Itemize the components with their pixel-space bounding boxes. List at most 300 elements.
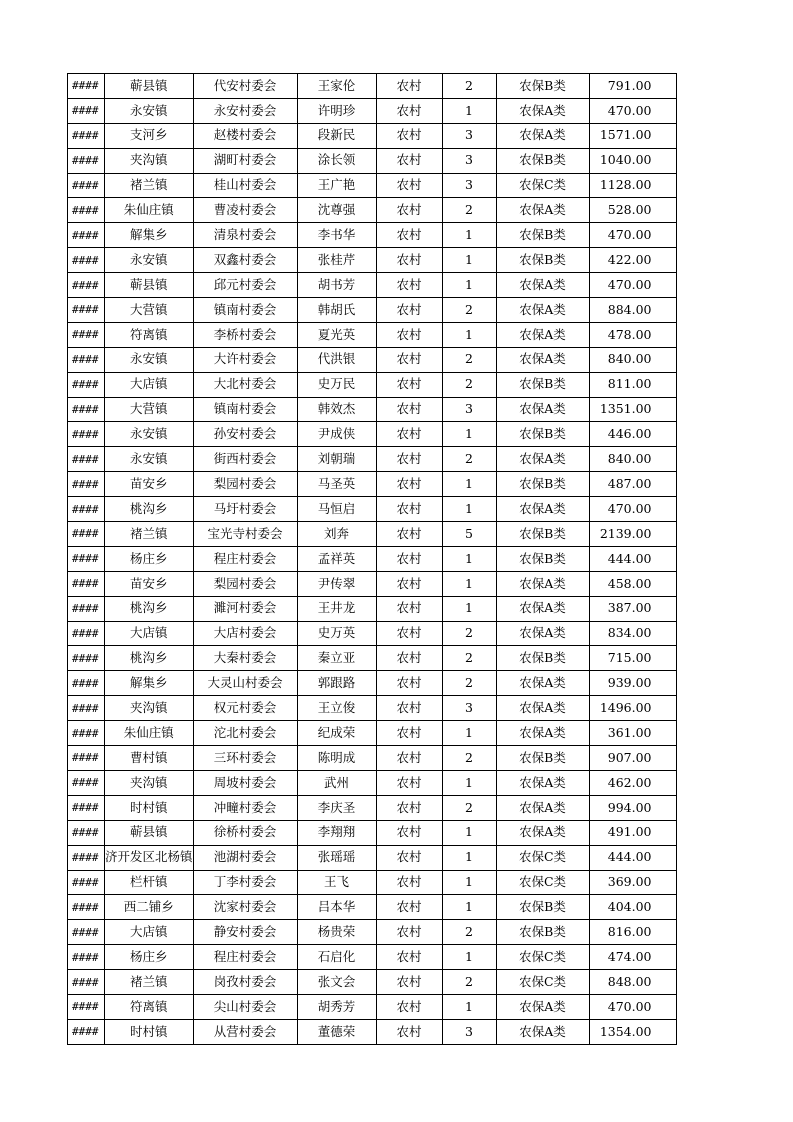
amount-cell: 446.00: [589, 422, 676, 447]
amount-cell: 470.00: [589, 497, 676, 522]
person-name-cell: 李书华: [297, 223, 376, 248]
insurance-category-cell: 农保A类: [496, 696, 589, 721]
insurance-category-cell: 农保A类: [496, 795, 589, 820]
member-count-cell: 1: [442, 273, 496, 298]
household-type-cell: 农村: [376, 422, 442, 447]
town-cell: 杨庄乡: [105, 945, 194, 970]
town-cell: 夹沟镇: [105, 696, 194, 721]
amount-cell: 834.00: [589, 621, 676, 646]
village-cell: 大店村委会: [193, 621, 297, 646]
town-cell: 解集乡: [105, 671, 194, 696]
member-count-cell: 3: [442, 696, 496, 721]
village-cell: 湖町村委会: [193, 148, 297, 173]
town-cell: 大营镇: [105, 298, 194, 323]
amount-cell: 474.00: [589, 945, 676, 970]
amount-cell: 1354.00: [589, 1019, 676, 1044]
insurance-category-cell: 农保B类: [496, 148, 589, 173]
member-count-cell: 1: [442, 322, 496, 347]
insurance-category-cell: 农保A类: [496, 571, 589, 596]
town-cell: 褚兰镇: [105, 173, 194, 198]
person-name-cell: 张桂芹: [297, 248, 376, 273]
row-id-cell: ####: [68, 671, 105, 696]
village-cell: 代安村委会: [193, 74, 297, 99]
row-id-cell: ####: [68, 870, 105, 895]
household-type-cell: 农村: [376, 1019, 442, 1044]
household-type-cell: 农村: [376, 522, 442, 547]
household-type-cell: 农村: [376, 721, 442, 746]
member-count-cell: 2: [442, 646, 496, 671]
insurance-category-cell: 农保B类: [496, 546, 589, 571]
household-type-cell: 农村: [376, 746, 442, 771]
village-cell: 濉河村委会: [193, 596, 297, 621]
table-row: [68, 994, 677, 1019]
member-count-cell: 3: [442, 1019, 496, 1044]
amount-cell: 422.00: [589, 248, 676, 273]
village-cell: 街西村委会: [193, 447, 297, 472]
insurance-category-cell: 农保A类: [496, 671, 589, 696]
member-count-cell: 2: [442, 198, 496, 223]
amount-cell: 1040.00: [589, 148, 676, 173]
person-name-cell: 刘奔: [297, 522, 376, 547]
table-row: [68, 920, 677, 945]
town-cell: 济开发区北杨镇: [105, 845, 194, 870]
row-id-cell: ####: [68, 696, 105, 721]
household-type-cell: 农村: [376, 646, 442, 671]
row-id-cell: ####: [68, 522, 105, 547]
table-row: [68, 347, 677, 372]
insurance-category-cell: 农保A类: [496, 198, 589, 223]
household-type-cell: 农村: [376, 497, 442, 522]
household-type-cell: 农村: [376, 970, 442, 995]
table-row: [68, 397, 677, 422]
member-count-cell: 2: [442, 920, 496, 945]
village-cell: 大许村委会: [193, 347, 297, 372]
row-id-cell: ####: [68, 497, 105, 522]
town-cell: 蕲县镇: [105, 820, 194, 845]
town-cell: 符离镇: [105, 994, 194, 1019]
table-row: [68, 522, 677, 547]
row-id-cell: ####: [68, 721, 105, 746]
amount-cell: 1571.00: [589, 123, 676, 148]
member-count-cell: 2: [442, 746, 496, 771]
member-count-cell: 1: [442, 721, 496, 746]
row-id-cell: ####: [68, 173, 105, 198]
table-row: [68, 621, 677, 646]
household-type-cell: 农村: [376, 845, 442, 870]
insurance-category-cell: 农保A类: [496, 322, 589, 347]
amount-cell: 1351.00: [589, 397, 676, 422]
person-name-cell: 石启化: [297, 945, 376, 970]
table-row: [68, 820, 677, 845]
household-type-cell: 农村: [376, 945, 442, 970]
household-type-cell: 农村: [376, 671, 442, 696]
row-id-cell: ####: [68, 422, 105, 447]
household-type-cell: 农村: [376, 472, 442, 497]
village-cell: 程庄村委会: [193, 546, 297, 571]
table-row: [68, 372, 677, 397]
village-cell: 邱元村委会: [193, 273, 297, 298]
table-row: [68, 422, 677, 447]
table-row: [68, 895, 677, 920]
village-cell: 丁李村委会: [193, 870, 297, 895]
insurance-category-cell: 农保A类: [496, 621, 589, 646]
person-name-cell: 张瑶瑶: [297, 845, 376, 870]
row-id-cell: ####: [68, 223, 105, 248]
household-type-cell: 农村: [376, 273, 442, 298]
town-cell: 时村镇: [105, 795, 194, 820]
row-id-cell: ####: [68, 1019, 105, 1044]
amount-cell: 528.00: [589, 198, 676, 223]
insurance-category-cell: 农保A类: [496, 721, 589, 746]
village-cell: 权元村委会: [193, 696, 297, 721]
member-count-cell: 1: [442, 845, 496, 870]
member-count-cell: 2: [442, 621, 496, 646]
household-type-cell: 农村: [376, 347, 442, 372]
insurance-category-cell: 农保A类: [496, 770, 589, 795]
table-row: [68, 870, 677, 895]
town-cell: 大店镇: [105, 621, 194, 646]
table-row: [68, 671, 677, 696]
person-name-cell: 史万民: [297, 372, 376, 397]
person-name-cell: 秦立亚: [297, 646, 376, 671]
village-cell: 沱北村委会: [193, 721, 297, 746]
person-name-cell: 许明珍: [297, 98, 376, 123]
amount-cell: 444.00: [589, 845, 676, 870]
household-type-cell: 农村: [376, 173, 442, 198]
amount-cell: 491.00: [589, 820, 676, 845]
row-id-cell: ####: [68, 621, 105, 646]
member-count-cell: 2: [442, 74, 496, 99]
household-type-cell: 农村: [376, 994, 442, 1019]
amount-cell: 470.00: [589, 994, 676, 1019]
household-type-cell: 农村: [376, 920, 442, 945]
member-count-cell: 2: [442, 347, 496, 372]
village-cell: 三环村委会: [193, 746, 297, 771]
person-name-cell: 史万英: [297, 621, 376, 646]
town-cell: 蕲县镇: [105, 74, 194, 99]
amount-cell: 994.00: [589, 795, 676, 820]
amount-cell: 840.00: [589, 447, 676, 472]
village-cell: 冲疃村委会: [193, 795, 297, 820]
row-id-cell: ####: [68, 472, 105, 497]
member-count-cell: 2: [442, 795, 496, 820]
village-cell: 静安村委会: [193, 920, 297, 945]
amount-cell: 369.00: [589, 870, 676, 895]
person-name-cell: 尹成侠: [297, 422, 376, 447]
member-count-cell: 1: [442, 546, 496, 571]
table-row: [68, 721, 677, 746]
member-count-cell: 1: [442, 472, 496, 497]
table-row: [68, 795, 677, 820]
person-name-cell: 胡秀芳: [297, 994, 376, 1019]
town-cell: 大店镇: [105, 920, 194, 945]
town-cell: 解集乡: [105, 223, 194, 248]
amount-cell: 791.00: [589, 74, 676, 99]
person-name-cell: 韩胡氏: [297, 298, 376, 323]
person-name-cell: 夏光英: [297, 322, 376, 347]
town-cell: 永安镇: [105, 248, 194, 273]
household-type-cell: 农村: [376, 621, 442, 646]
person-name-cell: 纪成荣: [297, 721, 376, 746]
town-cell: 大营镇: [105, 397, 194, 422]
insurance-category-cell: 农保A类: [496, 298, 589, 323]
town-cell: 支河乡: [105, 123, 194, 148]
household-type-cell: 农村: [376, 372, 442, 397]
person-name-cell: 韩效杰: [297, 397, 376, 422]
person-name-cell: 杨贵荣: [297, 920, 376, 945]
table-row: [68, 770, 677, 795]
village-cell: 孙安村委会: [193, 422, 297, 447]
table-row: [68, 571, 677, 596]
person-name-cell: 王飞: [297, 870, 376, 895]
insurance-category-cell: 农保C类: [496, 173, 589, 198]
person-name-cell: 武州: [297, 770, 376, 795]
person-name-cell: 王广艳: [297, 173, 376, 198]
amount-cell: 458.00: [589, 571, 676, 596]
table-row: [68, 970, 677, 995]
person-name-cell: 沈尊强: [297, 198, 376, 223]
town-cell: 蕲县镇: [105, 273, 194, 298]
member-count-cell: 1: [442, 895, 496, 920]
person-name-cell: 陈明成: [297, 746, 376, 771]
household-type-cell: 农村: [376, 397, 442, 422]
table-row: [68, 945, 677, 970]
row-id-cell: ####: [68, 895, 105, 920]
insurance-category-cell: 农保C类: [496, 945, 589, 970]
row-id-cell: ####: [68, 248, 105, 273]
household-type-cell: 农村: [376, 198, 442, 223]
household-type-cell: 农村: [376, 447, 442, 472]
person-name-cell: 王家伦: [297, 74, 376, 99]
village-cell: 大秦村委会: [193, 646, 297, 671]
insurance-category-cell: 农保B类: [496, 74, 589, 99]
insurance-category-cell: 农保B类: [496, 472, 589, 497]
member-count-cell: 3: [442, 173, 496, 198]
table-row: [68, 472, 677, 497]
row-id-cell: ####: [68, 198, 105, 223]
town-cell: 苗安乡: [105, 472, 194, 497]
member-count-cell: 1: [442, 248, 496, 273]
insurance-category-cell: 农保A类: [496, 273, 589, 298]
household-type-cell: 农村: [376, 820, 442, 845]
household-type-cell: 农村: [376, 546, 442, 571]
person-name-cell: 张文会: [297, 970, 376, 995]
village-cell: 曹凌村委会: [193, 198, 297, 223]
town-cell: 桃沟乡: [105, 596, 194, 621]
town-cell: 苗安乡: [105, 571, 194, 596]
village-cell: 尖山村委会: [193, 994, 297, 1019]
town-cell: 永安镇: [105, 98, 194, 123]
village-cell: 从营村委会: [193, 1019, 297, 1044]
table-row: [68, 1019, 677, 1044]
household-type-cell: 农村: [376, 248, 442, 273]
member-count-cell: 1: [442, 770, 496, 795]
amount-cell: 816.00: [589, 920, 676, 945]
town-cell: 符离镇: [105, 322, 194, 347]
table-row: [68, 546, 677, 571]
insurance-category-cell: 农保A类: [496, 994, 589, 1019]
member-count-cell: 1: [442, 945, 496, 970]
amount-cell: 478.00: [589, 322, 676, 347]
table-row: [68, 198, 677, 223]
member-count-cell: 2: [442, 671, 496, 696]
village-cell: 桂山村委会: [193, 173, 297, 198]
member-count-cell: 1: [442, 223, 496, 248]
town-cell: 杨庄乡: [105, 546, 194, 571]
person-name-cell: 尹传翠: [297, 571, 376, 596]
insurance-category-cell: 农保C类: [496, 970, 589, 995]
household-type-cell: 农村: [376, 795, 442, 820]
town-cell: 西二铺乡: [105, 895, 194, 920]
town-cell: 永安镇: [105, 422, 194, 447]
table-row: [68, 98, 677, 123]
person-name-cell: 王井龙: [297, 596, 376, 621]
village-cell: 李桥村委会: [193, 322, 297, 347]
town-cell: 曹村镇: [105, 746, 194, 771]
insurance-category-cell: 农保A类: [496, 397, 589, 422]
table-row: [68, 298, 677, 323]
village-cell: 镇南村委会: [193, 298, 297, 323]
member-count-cell: 1: [442, 571, 496, 596]
village-cell: 程庄村委会: [193, 945, 297, 970]
relief-roster-table: [67, 73, 677, 1045]
table-row: [68, 223, 677, 248]
amount-cell: 840.00: [589, 347, 676, 372]
table-row: [68, 273, 677, 298]
member-count-cell: 3: [442, 148, 496, 173]
member-count-cell: 2: [442, 298, 496, 323]
row-id-cell: ####: [68, 994, 105, 1019]
row-id-cell: ####: [68, 397, 105, 422]
person-name-cell: 王立俊: [297, 696, 376, 721]
insurance-category-cell: 农保C类: [496, 870, 589, 895]
person-name-cell: 李庆圣: [297, 795, 376, 820]
town-cell: 褚兰镇: [105, 522, 194, 547]
village-cell: 梨园村委会: [193, 571, 297, 596]
household-type-cell: 农村: [376, 571, 442, 596]
village-cell: 马圩村委会: [193, 497, 297, 522]
household-type-cell: 农村: [376, 895, 442, 920]
table-body: [68, 74, 677, 1045]
insurance-category-cell: 农保A类: [496, 447, 589, 472]
amount-cell: 1128.00: [589, 173, 676, 198]
member-count-cell: 1: [442, 870, 496, 895]
village-cell: 岗孜村委会: [193, 970, 297, 995]
insurance-category-cell: 农保B类: [496, 372, 589, 397]
person-name-cell: 孟祥英: [297, 546, 376, 571]
table-row: [68, 123, 677, 148]
person-name-cell: 代洪银: [297, 347, 376, 372]
household-type-cell: 农村: [376, 123, 442, 148]
row-id-cell: ####: [68, 148, 105, 173]
table-row: [68, 746, 677, 771]
table-row: [68, 322, 677, 347]
member-count-cell: 1: [442, 596, 496, 621]
row-id-cell: ####: [68, 596, 105, 621]
member-count-cell: 2: [442, 447, 496, 472]
household-type-cell: 农村: [376, 98, 442, 123]
village-cell: 周坡村委会: [193, 770, 297, 795]
row-id-cell: ####: [68, 273, 105, 298]
person-name-cell: 马恒启: [297, 497, 376, 522]
row-id-cell: ####: [68, 98, 105, 123]
village-cell: 宝光寺村委会: [193, 522, 297, 547]
amount-cell: 848.00: [589, 970, 676, 995]
table-row: [68, 148, 677, 173]
village-cell: 梨园村委会: [193, 472, 297, 497]
amount-cell: 884.00: [589, 298, 676, 323]
amount-cell: 404.00: [589, 895, 676, 920]
row-id-cell: ####: [68, 74, 105, 99]
household-type-cell: 农村: [376, 223, 442, 248]
town-cell: 褚兰镇: [105, 970, 194, 995]
amount-cell: 361.00: [589, 721, 676, 746]
insurance-category-cell: 农保B类: [496, 223, 589, 248]
insurance-category-cell: 农保B类: [496, 646, 589, 671]
member-count-cell: 1: [442, 497, 496, 522]
insurance-category-cell: 农保A类: [496, 347, 589, 372]
person-name-cell: 郭跟路: [297, 671, 376, 696]
household-type-cell: 农村: [376, 696, 442, 721]
village-cell: 大灵山村委会: [193, 671, 297, 696]
person-name-cell: 吕本华: [297, 895, 376, 920]
row-id-cell: ####: [68, 970, 105, 995]
amount-cell: 387.00: [589, 596, 676, 621]
row-id-cell: ####: [68, 820, 105, 845]
row-id-cell: ####: [68, 123, 105, 148]
village-cell: 清泉村委会: [193, 223, 297, 248]
household-type-cell: 农村: [376, 596, 442, 621]
row-id-cell: ####: [68, 920, 105, 945]
insurance-category-cell: 农保A类: [496, 123, 589, 148]
village-cell: 大北村委会: [193, 372, 297, 397]
row-id-cell: ####: [68, 770, 105, 795]
amount-cell: 470.00: [589, 98, 676, 123]
row-id-cell: ####: [68, 845, 105, 870]
town-cell: 桃沟乡: [105, 646, 194, 671]
member-count-cell: 5: [442, 522, 496, 547]
amount-cell: 939.00: [589, 671, 676, 696]
person-name-cell: 董德荣: [297, 1019, 376, 1044]
town-cell: 朱仙庄镇: [105, 721, 194, 746]
household-type-cell: 农村: [376, 74, 442, 99]
person-name-cell: 马圣英: [297, 472, 376, 497]
row-id-cell: ####: [68, 746, 105, 771]
table-row: [68, 696, 677, 721]
village-cell: 沈家村委会: [193, 895, 297, 920]
table-row: [68, 596, 677, 621]
row-id-cell: ####: [68, 372, 105, 397]
person-name-cell: 涂长领: [297, 148, 376, 173]
amount-cell: 444.00: [589, 546, 676, 571]
insurance-category-cell: 农保B类: [496, 422, 589, 447]
town-cell: 永安镇: [105, 447, 194, 472]
member-count-cell: 1: [442, 994, 496, 1019]
amount-cell: 470.00: [589, 273, 676, 298]
table-row: [68, 646, 677, 671]
row-id-cell: ####: [68, 322, 105, 347]
row-id-cell: ####: [68, 795, 105, 820]
insurance-category-cell: 农保B类: [496, 895, 589, 920]
person-name-cell: 胡书芳: [297, 273, 376, 298]
row-id-cell: ####: [68, 447, 105, 472]
row-id-cell: ####: [68, 347, 105, 372]
insurance-category-cell: 农保A类: [496, 497, 589, 522]
town-cell: 栏杆镇: [105, 870, 194, 895]
amount-cell: 2139.00: [589, 522, 676, 547]
member-count-cell: 2: [442, 970, 496, 995]
insurance-category-cell: 农保A类: [496, 1019, 589, 1044]
